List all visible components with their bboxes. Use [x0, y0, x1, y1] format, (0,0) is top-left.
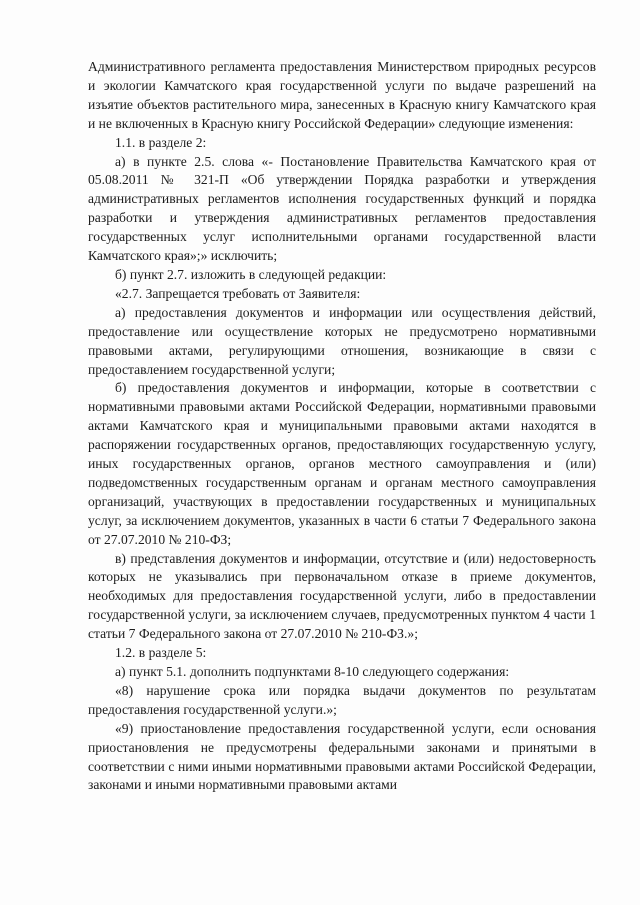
paragraph-2-7-b: б) предоставления документов и информации, которые в соответствии с нормативными правовыми актами Российской Федерации, нормативными правовыми актами Камчатского края и муниципальными правовыми актами находятся в распоряжении государственных органов, предоставляющих государственную услугу, иных государственных органов, органов местного самоуправления и (или) подведомственных государственным органам и органам местного самоуправления организаций, участвующих в предоставлении государственных и муниципальных услуг, за исключением документов, указанных в части 6 статьи 7 Федерального закона от 27.07.2010 № 210-ФЗ;	[88, 380, 596, 547]
section-1-1-heading: 1.1. в разделе 2:	[115, 134, 207, 150]
paragraph-item-a-2-5: а) в пункте 2.5. слова «- Постановление Правительства Камчатского края от 05.08.2011 № 321-П «Об утверждении Порядка разработки и утверждения административных регламентов исполнения государственных функций и порядка разработки и утверждения административных регламентов предоставления государственных услуг исполнительными органами государственной власти Камчатского края»;» исключить;	[88, 153, 596, 264]
intro-paragraph: Административного регламента предоставления Министерством природных ресурсов и экологии Камчатского края государственной услуги по выдаче разрешений на изъятие объектов растительного мира, занесенных в Красную книгу Камчатского края и не включенных в Красную книгу Российской Федерации» следующие изменения:	[88, 59, 596, 131]
paragraph-item-b-2-7: б) пункт 2.7. изложить в следующей редакции:	[115, 266, 387, 282]
document-body	[88, 58, 596, 795]
paragraph-2-7-heading: «2.7. Запрещается требовать от Заявителя:	[115, 285, 361, 301]
paragraph-2-7-a: а) предоставления документов и информации или осуществления действий, предоставление или осуществление которых не предусмотрено нормативными правовыми актами, регулирующими отношения, возникающие в связи с предоставлением государственной услуги;	[88, 304, 596, 377]
paragraph-subitem-8: «8) нарушение срока или порядка выдачи документов по результатам предоставления государственной услуги.»;	[88, 682, 596, 717]
paragraph-2-7-v: в) представления документов и информации, отсутствие и (или) недостоверность которых не указывались при первоначальном отказе в приеме документов, необходимых для предоставления государственной услуги, либо в предоставлении государственной услуги, за исключением случаев, предусмотренных пунктом 4 части 1 статьи 7 Федерального закона от 27.07.2010 № 210-ФЗ.»;	[88, 550, 596, 642]
section-1-2-heading: 1.2. в разделе 5:	[115, 645, 207, 661]
paragraph-item-a-5-1: а) пункт 5.1. дополнить подпунктами 8-10 следующего содержания:	[115, 664, 510, 679]
paragraph-subitem-9: «9) приостановление предоставления государственной услуги, если основания приостановления не предусмотрены федеральными законами и принятыми в соответствии с ними иными нормативными правовыми актами Российской Федерации, законами и иными нормативными правовыми актами	[88, 720, 596, 793]
